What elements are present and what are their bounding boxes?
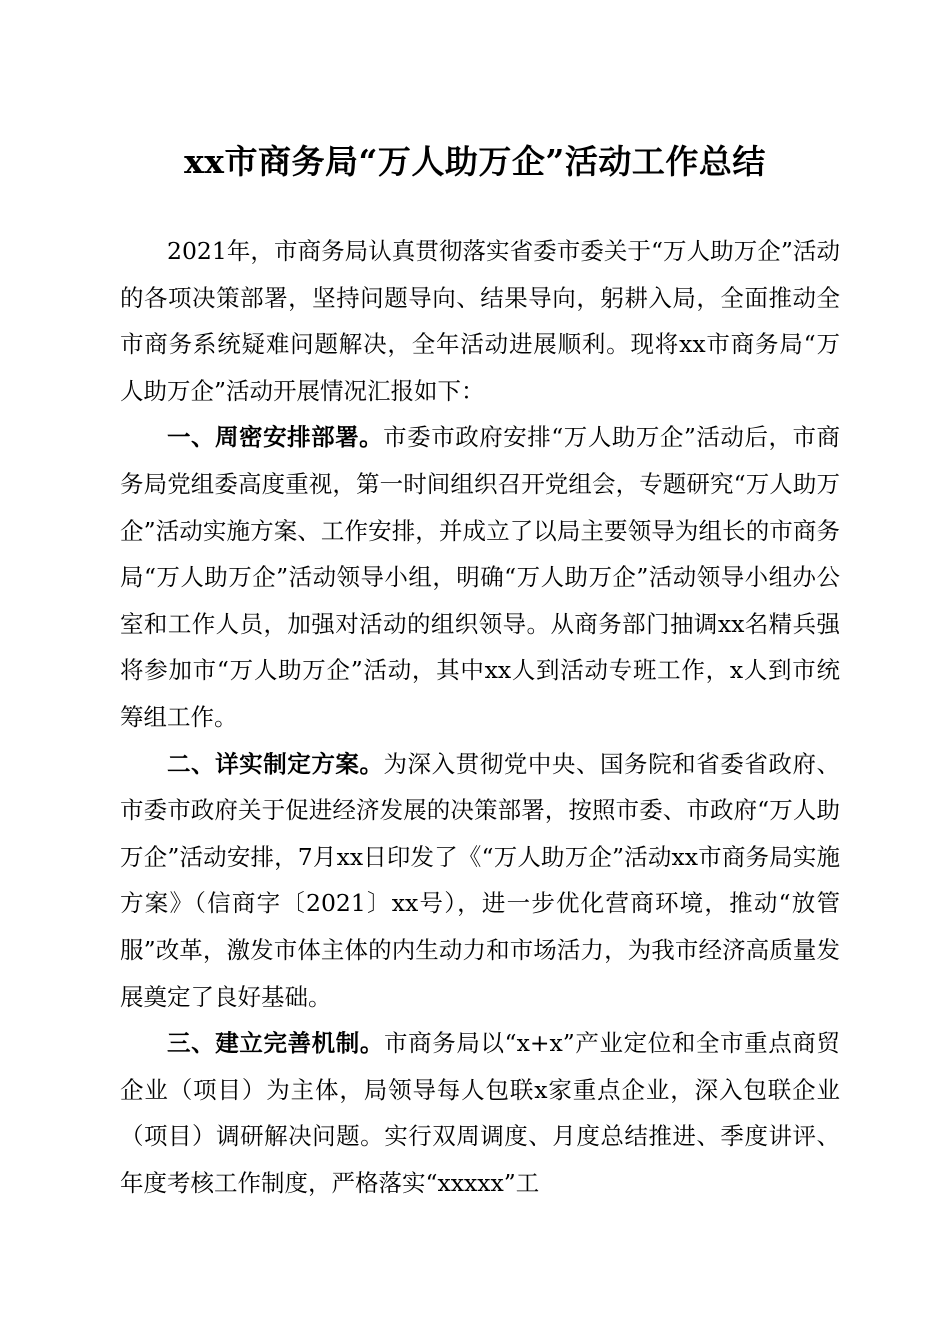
paragraph-text: 市委市政府安排“万人助万企”活动后，市商务局党组委高度重视，第一时间组织召开党组会，专题研究“万人助万企”活动实施方案、工作安排，并成立了以局主要领导为组长的市商务局“万人助万企”活动领导小组，明确“万人助万企”活动领导小组办公室和工作人员，加强对活动的组织领导。从商务部门抽调xx名精兵强将参加市“万人助万企”活动，其中xx人到活动专班工作，x人到市统筹组工作。	[120, 423, 841, 731]
paragraph-heading: 一、周密安排部署。	[167, 423, 384, 452]
paragraph-heading: 三、建立完善机制。	[167, 1029, 384, 1058]
paragraph-intro	[120, 228, 840, 414]
document-body	[120, 228, 840, 1206]
paragraph-heading: 二、详实制定方案。	[167, 749, 384, 778]
paragraph-text: 市商务局以“x+x”产业定位和全市重点商贸企业（项目）为主体，局领导每人包联x家重点企业，深入包联企业（项目）调研解决问题。实行双周调度、月度总结推进、季度讲评、年度考核工作制度，严格落实“xxxxx”工	[120, 1029, 840, 1197]
paragraph-section-3	[120, 1020, 840, 1206]
paragraph-text: 2021年，市商务局认真贯彻落实省委市委关于“万人助万企”活动的各项决策部署，坚持问题导向、结果导向，躬耕入局，全面推动全市商务系统疑难问题解决，全年活动进展顺利。现将xx市商务局“万人助万企”活动开展情况汇报如下：	[120, 237, 840, 405]
paragraph-text: 为深入贯彻党中央、国务院和省委省政府、市委市政府关于促进经济发展的决策部署，按照市委、市政府“万人助万企”活动安排，7月xx日印发了《“万人助万企”活动xx市商务局实施方案》（信商字〔2021〕xx号），进一步优化营商环境，推动“放管服”改革，激发市体主体的内生动力和市场活力，为我市经济高质量发展奠定了良好基础。	[120, 749, 840, 1011]
paragraph-section-2	[120, 741, 840, 1021]
document-title: xx市商务局“万人助万企”活动工作总结	[184, 142, 766, 181]
paragraph-section-1	[120, 414, 840, 740]
